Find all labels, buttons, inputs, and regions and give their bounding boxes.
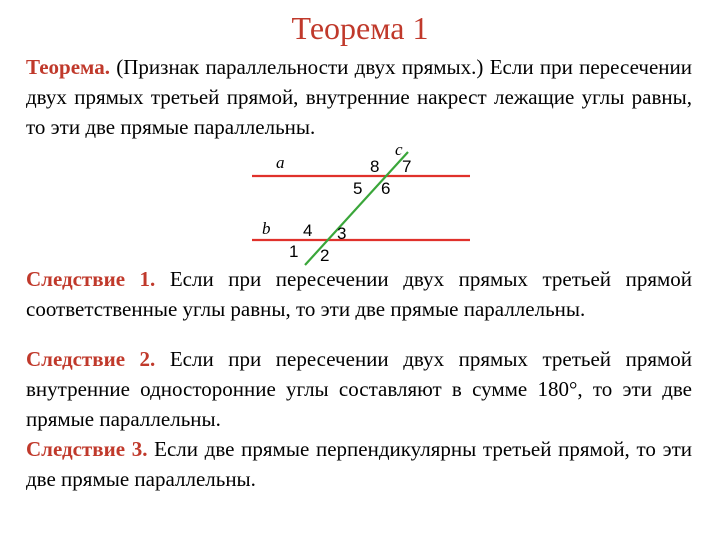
- angle-label-2: 2: [320, 246, 330, 265]
- corollary-1-label: Следствие 1.: [26, 267, 156, 291]
- angle-label-4: 4: [303, 221, 313, 240]
- corollary-2-label: Следствие 2.: [26, 347, 156, 371]
- corollary-3-label: Следствие 3.: [26, 437, 148, 461]
- theorem-label: Теорема.: [26, 55, 110, 79]
- theorem-text: (Признак параллельности двух прямых.) Если при пересечении двух прямых третьей прямой, внутренние накрест лежащие углы равны, то эти две прямые параллельны.: [26, 55, 692, 139]
- slide-title: Теорема 1: [291, 10, 429, 46]
- angle-label-7: 7: [402, 157, 412, 176]
- corollary-2-paragraph: [26, 344, 692, 434]
- angle-label-5: 5: [353, 179, 363, 198]
- corollary-3-text: Если две прямые перпендикулярны третьей прямой, то эти две прямые параллельны.: [26, 437, 692, 491]
- angle-label-3: 3: [337, 224, 347, 243]
- corollary-2-text: Если при пересечении двух прямых третьей прямой внутренние односторонние углы составляют в сумме 180°, то эти две прямые параллельны.: [26, 347, 693, 431]
- corollary-3-paragraph: [26, 434, 692, 494]
- corollary-1-paragraph: [26, 264, 692, 324]
- corollary-1-text: Если при пересечении двух прямых третьей прямой соответственные углы равны, то эти две прямые параллельны.: [26, 267, 693, 321]
- angle-label-8: 8: [370, 157, 380, 176]
- label-line-a: a: [276, 153, 285, 172]
- label-line-c: c: [395, 140, 403, 159]
- angle-label-1: 1: [289, 242, 299, 261]
- angle-label-6: 6: [381, 179, 391, 198]
- label-line-b: b: [262, 219, 271, 238]
